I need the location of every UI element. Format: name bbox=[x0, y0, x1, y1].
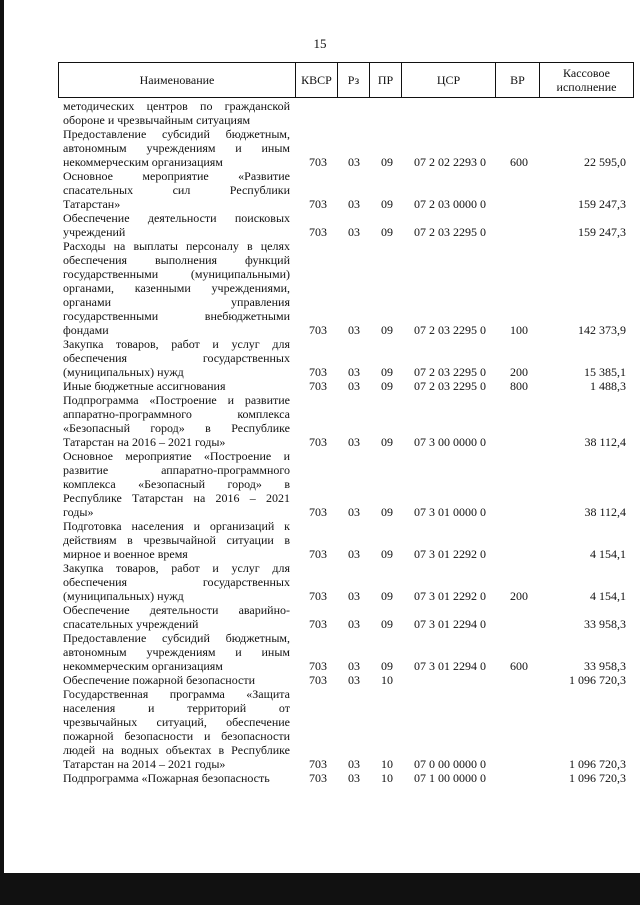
row-rz: 03 bbox=[348, 617, 360, 631]
row-name-line: пожарной безопасности и безопасности bbox=[63, 729, 290, 743]
row-name-line: Закупка товаров, работ и услуг для bbox=[63, 561, 290, 575]
row-name-line: Предоставление субсидий бюджетным, bbox=[63, 631, 290, 645]
row-csr: 07 3 01 2294 0 bbox=[414, 617, 486, 631]
row-kvsr: 703 bbox=[309, 771, 327, 785]
row-name-line: органами, казенными учреждениями, bbox=[63, 281, 290, 295]
table-row bbox=[0, 239, 640, 337]
row-name bbox=[63, 127, 290, 169]
row-csr: 07 2 02 2293 0 bbox=[414, 155, 486, 169]
row-pr: 10 bbox=[381, 757, 393, 771]
row-name-line: развитие аппаратно-программного bbox=[63, 463, 290, 477]
row-name-line: Обеспечение деятельности поисковых bbox=[63, 211, 290, 225]
row-name bbox=[63, 771, 290, 785]
row-kvsr: 703 bbox=[309, 225, 327, 239]
row-rz: 03 bbox=[348, 435, 360, 449]
row-vr: 200 bbox=[510, 365, 528, 379]
row-pr: 09 bbox=[381, 323, 393, 337]
row-rz: 03 bbox=[348, 155, 360, 169]
row-name-line: Обеспечение пожарной безопасности bbox=[63, 673, 256, 687]
row-pr: 09 bbox=[381, 435, 393, 449]
row-name-line: Подготовка населения и организаций к bbox=[63, 519, 290, 533]
row-name bbox=[63, 561, 290, 603]
row-vr: 200 bbox=[510, 589, 528, 603]
row-vr: 600 bbox=[510, 155, 528, 169]
row-name-line: Предоставление субсидий бюджетным, bbox=[63, 127, 290, 141]
row-name bbox=[63, 449, 290, 519]
row-kvsr: 703 bbox=[309, 197, 327, 211]
row-kvsr: 703 bbox=[309, 323, 327, 337]
row-name-line: Татарстан на 2014 – 2021 годы» bbox=[63, 757, 226, 771]
row-rz: 03 bbox=[348, 379, 360, 393]
table-row bbox=[0, 771, 640, 785]
row-name-line: чрезвычайных ситуаций, обеспечение bbox=[63, 715, 290, 729]
table-row bbox=[0, 99, 640, 127]
row-amount: 1 096 720,3 bbox=[569, 757, 626, 771]
row-name bbox=[63, 169, 290, 211]
row-csr: 07 1 00 0000 0 bbox=[414, 771, 486, 785]
row-rz: 03 bbox=[348, 659, 360, 673]
row-rz: 03 bbox=[348, 323, 360, 337]
row-amount: 38 112,4 bbox=[584, 505, 626, 519]
table-row bbox=[0, 211, 640, 239]
row-name-line: аппаратно-программного комплекса bbox=[63, 407, 290, 421]
row-name-line: Подпрограмма «Пожарная безопасность bbox=[63, 771, 270, 785]
row-name bbox=[63, 239, 290, 337]
row-name-line: годы» bbox=[63, 505, 94, 519]
row-amount: 4 154,1 bbox=[590, 589, 626, 603]
row-rz: 03 bbox=[348, 365, 360, 379]
row-name-line: обеспечения государственных bbox=[63, 351, 290, 365]
header-amount bbox=[540, 63, 634, 98]
table-row bbox=[0, 519, 640, 561]
row-kvsr: 703 bbox=[309, 379, 327, 393]
row-name-line: обеспечения выполнения функций bbox=[63, 253, 290, 267]
header-kvsr: КВСР bbox=[296, 63, 338, 98]
header-pr: ПР bbox=[370, 63, 402, 98]
row-kvsr: 703 bbox=[309, 365, 327, 379]
row-amount: 1 488,3 bbox=[590, 379, 626, 393]
row-name-line: Закупка товаров, работ и услуг для bbox=[63, 337, 290, 351]
header-amount-line1: Кассовое bbox=[563, 66, 610, 80]
row-name-line: Расходы на выплаты персоналу в целях bbox=[63, 239, 290, 253]
row-vr: 800 bbox=[510, 379, 528, 393]
row-vr: 100 bbox=[510, 323, 528, 337]
row-csr: 07 3 01 2292 0 bbox=[414, 547, 486, 561]
row-name bbox=[63, 673, 290, 687]
row-name-line: спасательных учреждений bbox=[63, 617, 199, 631]
header-vr: ВР bbox=[496, 63, 540, 98]
row-name-line: комплекса «Безопасный город» в bbox=[63, 477, 290, 491]
row-amount: 15 385,1 bbox=[584, 365, 626, 379]
row-name-line: государственными (муниципальными) bbox=[63, 267, 290, 281]
table-header bbox=[58, 62, 634, 98]
row-name-line: Татарстан» bbox=[63, 197, 121, 211]
row-rz: 03 bbox=[348, 225, 360, 239]
row-pr: 09 bbox=[381, 547, 393, 561]
row-kvsr: 703 bbox=[309, 589, 327, 603]
row-rz: 03 bbox=[348, 505, 360, 519]
table-row bbox=[0, 603, 640, 631]
row-pr: 09 bbox=[381, 379, 393, 393]
row-name bbox=[63, 519, 290, 561]
row-pr: 09 bbox=[381, 365, 393, 379]
row-kvsr: 703 bbox=[309, 435, 327, 449]
row-amount: 159 247,3 bbox=[578, 197, 626, 211]
row-rz: 03 bbox=[348, 197, 360, 211]
row-name-line: автономным учреждениям и иным bbox=[63, 141, 290, 155]
header-name: Наименование bbox=[59, 63, 296, 98]
row-pr: 09 bbox=[381, 197, 393, 211]
row-name-line: автономным учреждениям и иным bbox=[63, 645, 290, 659]
row-name bbox=[63, 99, 290, 127]
row-name-line: Подпрограмма «Построение и развитие bbox=[63, 393, 290, 407]
row-name-line: людей на водных объектах в Республике bbox=[63, 743, 290, 757]
row-amount: 1 096 720,3 bbox=[569, 771, 626, 785]
row-csr: 07 3 00 0000 0 bbox=[414, 435, 486, 449]
header-amount-line2: исполнение bbox=[556, 80, 617, 94]
row-name-line: обеспечения государственных bbox=[63, 575, 290, 589]
row-name-line: (муниципальных) нужд bbox=[63, 589, 184, 603]
row-csr: 07 2 03 2295 0 bbox=[414, 365, 486, 379]
row-csr: 07 2 03 2295 0 bbox=[414, 379, 486, 393]
row-csr: 07 3 01 2294 0 bbox=[414, 659, 486, 673]
row-kvsr: 703 bbox=[309, 547, 327, 561]
row-csr: 07 3 01 2292 0 bbox=[414, 589, 486, 603]
row-name bbox=[63, 687, 290, 771]
row-pr: 09 bbox=[381, 505, 393, 519]
page-number: 15 bbox=[313, 36, 327, 51]
row-name bbox=[63, 337, 290, 379]
row-name-line: некоммерческим организациям bbox=[63, 155, 223, 169]
row-name bbox=[63, 603, 290, 631]
row-vr: 600 bbox=[510, 659, 528, 673]
row-name-line: учреждений bbox=[63, 225, 126, 239]
row-pr: 09 bbox=[381, 617, 393, 631]
row-name bbox=[63, 631, 290, 673]
row-rz: 03 bbox=[348, 547, 360, 561]
row-pr: 09 bbox=[381, 589, 393, 603]
row-pr: 09 bbox=[381, 659, 393, 673]
row-name-line: государственными внебюджетными bbox=[63, 309, 290, 323]
header-rz: Рз bbox=[338, 63, 370, 98]
row-rz: 03 bbox=[348, 589, 360, 603]
row-amount: 159 247,3 bbox=[578, 225, 626, 239]
row-kvsr: 703 bbox=[309, 155, 327, 169]
table-row bbox=[0, 379, 640, 393]
row-csr: 07 2 03 0000 0 bbox=[414, 197, 486, 211]
row-name-line: методических центров по гражданской bbox=[63, 99, 290, 113]
table-row bbox=[0, 561, 640, 603]
row-csr: 07 2 03 2295 0 bbox=[414, 225, 486, 239]
row-name-line: Обеспечение деятельности аварийно- bbox=[63, 603, 290, 617]
row-pr: 10 bbox=[381, 673, 393, 687]
table-row bbox=[0, 631, 640, 673]
table-row bbox=[0, 169, 640, 211]
row-kvsr: 703 bbox=[309, 673, 327, 687]
row-name-line: Иные бюджетные ассигнования bbox=[63, 379, 226, 393]
row-name bbox=[63, 211, 290, 239]
row-name-line: спасательных сил Республики bbox=[63, 183, 290, 197]
row-name-line: фондами bbox=[63, 323, 109, 337]
row-csr: 07 0 00 0000 0 bbox=[414, 757, 486, 771]
table-row bbox=[0, 673, 640, 687]
row-name-line: Основное мероприятие «Построение и bbox=[63, 449, 290, 463]
table-row bbox=[0, 127, 640, 169]
row-name-line: Татарстан на 2016 – 2021 годы» bbox=[63, 435, 226, 449]
header-csr: ЦСР bbox=[402, 63, 496, 98]
row-amount: 1 096 720,3 bbox=[569, 673, 626, 687]
row-name-line: (муниципальных) нужд bbox=[63, 365, 184, 379]
row-name-line: действиям в чрезвычайной ситуации в bbox=[63, 533, 290, 547]
table-row bbox=[0, 393, 640, 449]
row-name-line: Государственная программа «Защита bbox=[63, 687, 290, 701]
row-kvsr: 703 bbox=[309, 505, 327, 519]
row-amount: 4 154,1 bbox=[590, 547, 626, 561]
row-name-line: Основное мероприятие «Развитие bbox=[63, 169, 290, 183]
scan-bottom-band bbox=[0, 873, 640, 905]
row-name bbox=[63, 379, 290, 393]
table-row bbox=[0, 337, 640, 379]
row-name-line: органами управления bbox=[63, 295, 290, 309]
row-kvsr: 703 bbox=[309, 659, 327, 673]
row-name-line: «Безопасный город» в Республике bbox=[63, 421, 290, 435]
row-kvsr: 703 bbox=[309, 757, 327, 771]
row-csr: 07 2 03 2295 0 bbox=[414, 323, 486, 337]
row-amount: 142 373,9 bbox=[578, 323, 626, 337]
row-name-line: некоммерческим организациям bbox=[63, 659, 223, 673]
row-rz: 03 bbox=[348, 673, 360, 687]
row-kvsr: 703 bbox=[309, 617, 327, 631]
table-row bbox=[0, 449, 640, 519]
row-name-line: обороне и чрезвычайным ситуациям bbox=[63, 113, 251, 127]
row-rz: 03 bbox=[348, 771, 360, 785]
row-amount: 33 958,3 bbox=[584, 659, 626, 673]
row-name-line: мирное и военное время bbox=[63, 547, 188, 561]
row-csr: 07 3 01 0000 0 bbox=[414, 505, 486, 519]
row-name-line: Республике Татарстан на 2016 – 2021 bbox=[63, 491, 290, 505]
row-pr: 09 bbox=[381, 155, 393, 169]
row-amount: 33 958,3 bbox=[584, 617, 626, 631]
row-amount: 38 112,4 bbox=[584, 435, 626, 449]
table-row bbox=[0, 687, 640, 771]
row-amount: 22 595,0 bbox=[584, 155, 626, 169]
row-pr: 09 bbox=[381, 225, 393, 239]
row-name bbox=[63, 393, 290, 449]
row-rz: 03 bbox=[348, 757, 360, 771]
row-pr: 10 bbox=[381, 771, 393, 785]
row-name-line: населения и территорий от bbox=[63, 701, 290, 715]
